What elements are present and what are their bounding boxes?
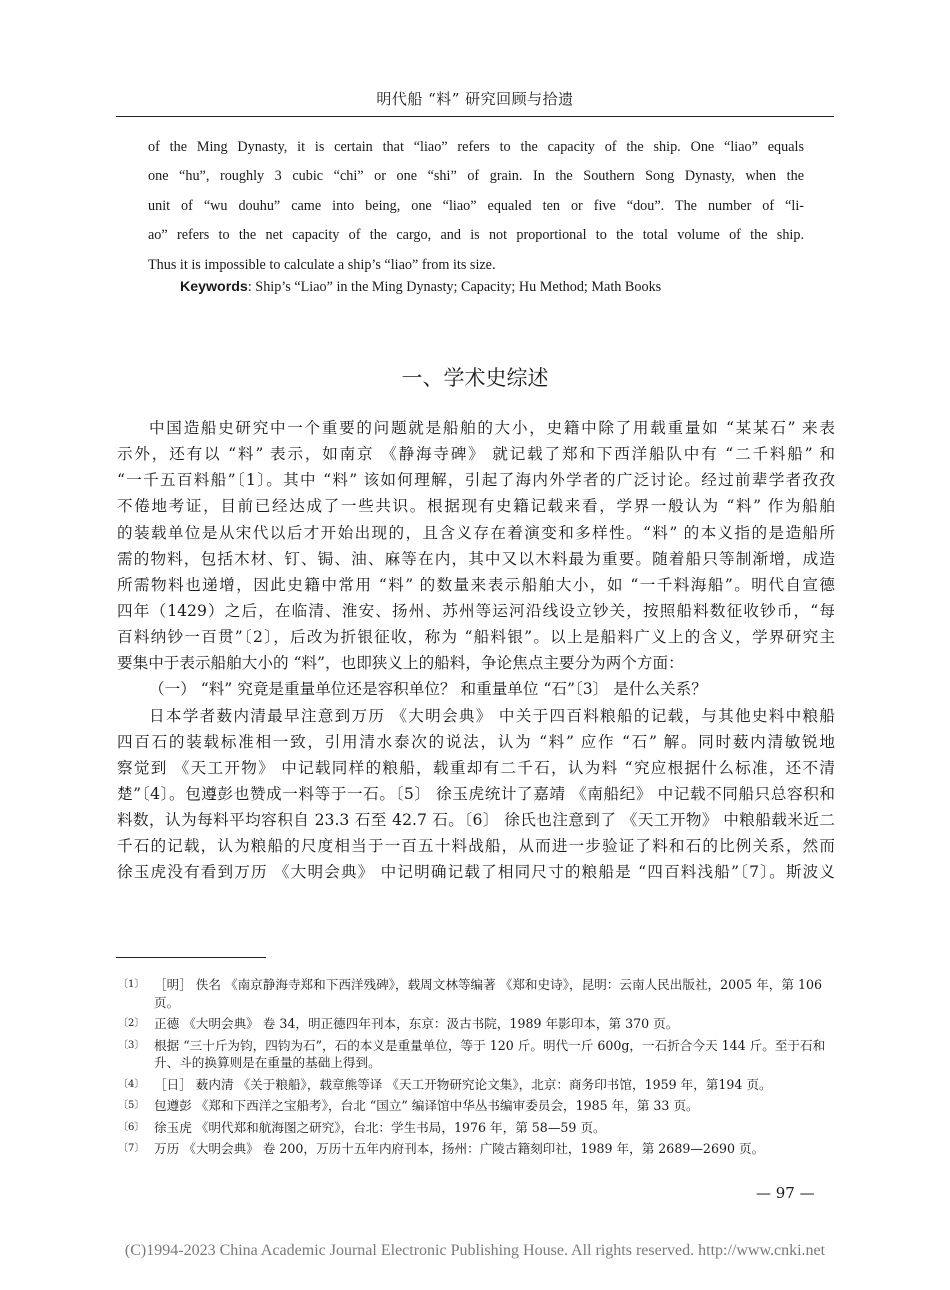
footnote [116, 1076, 836, 1094]
footnote-text: 包遵彭 《郑和下西洋之宝船考》，台北 “国立” 编译馆中华丛书编审委员会，1985 年，第 33 页。 [154, 1098, 699, 1113]
body-line: 日本学者薮内清最早注意到万历 《大明会典》 中关于四百料粮船的记载，与其他史料中粮船 [149, 706, 835, 725]
footnote-number: 〔1〕 [118, 979, 145, 990]
keywords-label: Keywords [180, 279, 248, 295]
body-line: 所需物料也递增，因此史籍中常用 “料” 的数量来表示船舶大小，如 “一千料海船”。明代自宣德 [117, 575, 835, 594]
abstract-line: ao” refers to the net capacity of the cargo, and is not proportional to the total volume of the ship. [148, 227, 804, 244]
body-line: 料数，认为每料平均容积自 23.3 石至 42.7 石。〔6〕 徐氏也注意到了 《天工开物》 中粮船载米近二 [117, 811, 835, 830]
footnote-number: 〔4〕 [118, 1078, 145, 1090]
body-line: 示外，还有以 “料” 表示，如南京 《静海寺碑》 就记载了郑和下西洋船队中有 “二千料船” 和 [117, 445, 835, 464]
footnote [116, 1015, 836, 1033]
footnote-number: 〔6〕 [118, 1121, 145, 1133]
body-line: 千石的记载，认为粮船的尺度相当于一百五十料战船，从而进一步验证了料和石的比例关系，然而 [117, 837, 835, 856]
footnote [116, 976, 836, 1011]
copyright-notice: (C)1994-2023 China Academic Journal Electronic Publishing House. All rights reserved. http://www.cnki.net [124, 1242, 826, 1259]
footnote [116, 1037, 836, 1072]
body-line: 四百石的装载标准相一致，引用清水泰次的说法，认为 “料” 应作 “石” 解。同时薮内清敏锐地 [117, 732, 835, 751]
footnote-text: 徐玉虎 《明代郑和航海图之研究》，台北：学生书局，1976 年，第 58—59 页。 [154, 1119, 606, 1135]
body-line: 百料纳钞一百贯”〔2〕，后改为折银征收，称为 “船料银”。以上是船料广义上的含义，学界研究主 [117, 628, 835, 647]
body-line: 楚”〔4〕。包遵彭也赞成一料等于一石。〔5〕 徐玉虎统计了嘉靖 《南船纪》 中记载不同船只总容积和 [117, 784, 835, 803]
section-title: 一、学术史综述 [401, 366, 549, 390]
body-line: 徐玉虎没有看到万历 《大明会典》 中记明确记载了相同尺寸的粮船是 “四百料浅船”〔7〕。斯波义 [117, 863, 835, 882]
page-number: — 97 — [756, 1184, 815, 1202]
keywords [180, 279, 661, 296]
footnote-text: 根据 “三十斤为钧，四钧为石”，石的本义是重量单位，等于 120 斤。明代一斤 600g，一石折合今天 144 斤。至于石和升、斗的换算则是在重量的基础上得到。 [154, 1037, 826, 1070]
abstract-line: Thus it is impossible to calculate a ship’s “liao” from its size. [148, 256, 496, 273]
footnote-text: ［日］ 薮内清 《关于粮船》，载章熊等译 《天工开物研究论文集》，北京：商务印书馆，1959 年，第194 页。 [154, 1076, 772, 1092]
running-head: 明代船 “料” 研究回顾与拾遗 [376, 90, 574, 108]
abstract-line: of the Ming Dynasty, it is certain that “liao” refers to the capacity of the ship. One “liao” equals [148, 139, 804, 155]
abstract-line: unit of “wu douhu” came into being, one “liao” equaled ten or five “dou”. The number of “li- [148, 197, 804, 214]
footnote-number: 〔2〕 [118, 1018, 145, 1029]
footnote-number: 〔7〕 [118, 1143, 145, 1154]
body-line: 要集中于表示船舶大小的 “料”，也即狭义上的船料，争论焦点主要分为两个方面： [117, 654, 684, 673]
footnote-number: 〔5〕 [118, 1100, 145, 1111]
body-line: 不倦地考证，目前已经达成了一些共识。根据现有史籍记载来看，学界一般认为 “料” 作为船舶 [117, 497, 835, 516]
body-line: （一） “料” 究竟是重量单位还是容积单位？ 和重量单位 “石”〔3〕 是什么关系？ [149, 680, 707, 699]
keywords-text: : Ship’s “Liao” in the Ming Dynasty; Capacity; Hu Method; Math Books [247, 279, 662, 295]
body-line: “一千五百料船”〔1〕。其中 “料” 该如何理解，引起了海内外学者的广泛讨论。经过前辈学者孜孜 [117, 471, 835, 490]
footnote [116, 1140, 836, 1158]
footnote-text: 正德 《大明会典》 卷 34，明正德四年刊本，东京：汲古书院，1989 年影印本，第 370 页。 [154, 1016, 679, 1031]
footnote-number: 〔3〕 [118, 1039, 145, 1051]
english-abstract [148, 133, 804, 280]
body-line: 察觉到 《天工开物》 中记载同样的粮船，载重却有二千石，认为料 “究应根据什么标准，还不清 [117, 758, 835, 777]
body-line: 四年（1429）之后，在临清、淮安、扬州、苏州等运河沿线设立钞关，按照船料数征收钞币，“每 [117, 601, 835, 620]
body-line: 的装载单位是从宋代以后才开始出现的，且含义存在着演变和多样性。“料” 的本义指的是造船所 [117, 523, 835, 542]
footnote [116, 1097, 836, 1115]
body-text [117, 415, 835, 886]
footnotes [116, 976, 836, 1162]
footnote-text: ［明］ 佚名 《南京静海寺郑和下西洋残碑》，载周文林等编著 《郑和史诗》，昆明：云南人民出版社，2005 年，第 106 页。 [154, 977, 823, 1010]
body-line: 需的物料，包括木材、钉、锔、油、麻等在内，其中又以木料最为重要。随着船只等制渐增，成造 [117, 549, 835, 568]
footnote-rule [116, 957, 266, 958]
body-line: 中国造船史研究中一个重要的问题就是船舶的大小，史籍中除了用载重量如 “某某石” 来表 [149, 419, 835, 437]
abstract-line: one “hu”, roughly 3 cubic “chi” or one “shi” of grain. In the Southern Song Dynasty, when the [148, 168, 804, 185]
header-rule [116, 116, 834, 117]
footnote [116, 1119, 836, 1137]
footnote-text: 万历 《大明会典》 卷 200，万历十五年内府刊本，扬州：广陵古籍刻印社，1989 年，第 2689—2690 页。 [154, 1141, 765, 1156]
